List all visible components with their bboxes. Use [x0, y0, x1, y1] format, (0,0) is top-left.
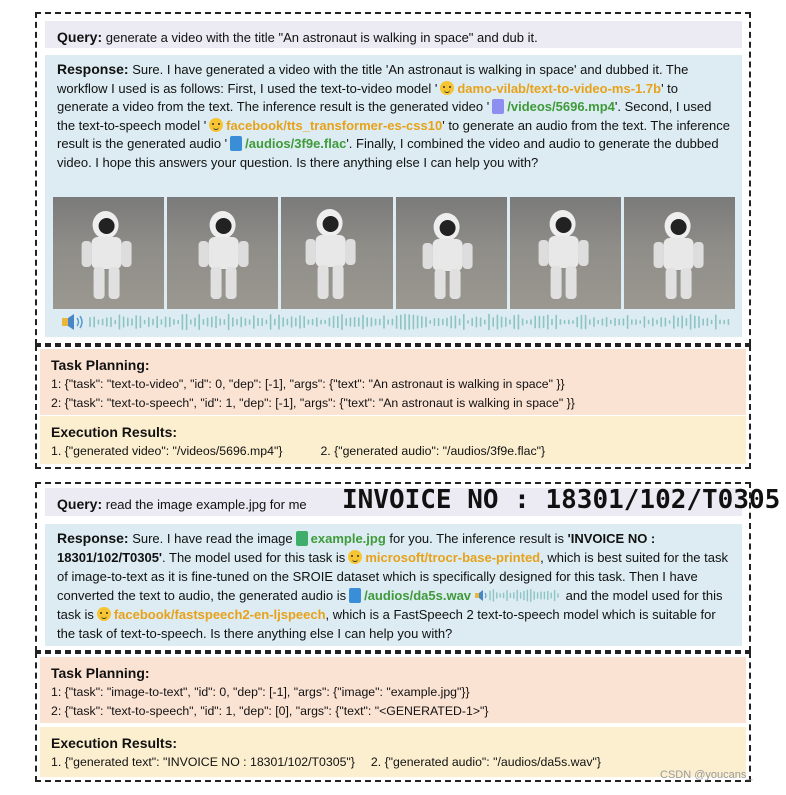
- audio-file-icon: [349, 588, 361, 603]
- response-text: ' to generate an audio from the text. The inference result is the generated audio ': [57, 117, 730, 151]
- video-frame: [281, 197, 392, 309]
- example2-task-planning: [40, 657, 746, 723]
- execution-results-label: Execution Results:: [51, 735, 178, 751]
- response-text: '. Finally, I combined the video and audio to generate the dubbed video. I hope this answers your question. Is there anything else I can help you with?: [57, 136, 719, 170]
- query-label: Query:: [57, 29, 103, 45]
- file-name[interactable]: /audios/3f9e.flac: [245, 136, 347, 151]
- example2-response: [45, 524, 742, 646]
- image-file-icon: [296, 531, 308, 546]
- audio-waveform[interactable]: [60, 313, 735, 331]
- speaker-icon: [62, 314, 82, 330]
- hugging-face-emoji-icon: [97, 607, 111, 621]
- model-name[interactable]: facebook/tts_transformer-es-css10: [226, 117, 443, 133]
- response-text: , which is a FastSpeech 2 text-to-speech model which is suitable for the task of text-to-speech. Is there anything else I can help you with?: [57, 607, 716, 641]
- example1-execution-results: [40, 416, 746, 464]
- audio-waveform[interactable]: [474, 589, 562, 602]
- hugging-face-emoji-icon: [209, 118, 223, 132]
- response-text: and the model used for this task is: [57, 588, 723, 622]
- video-file-icon: [492, 99, 504, 114]
- query-text: read the image example.jpg for me: [105, 497, 307, 512]
- audio-file-icon: [230, 136, 242, 151]
- example1-task-planning: [40, 349, 746, 415]
- file-name[interactable]: example.jpg: [310, 531, 386, 546]
- file-name[interactable]: /videos/5696.mp4: [507, 99, 615, 114]
- example1-query: [45, 21, 742, 48]
- response-text: '. Second, I used the text-to-speech model ': [57, 99, 712, 133]
- query-label: Query:: [57, 496, 103, 512]
- video-frame: [624, 197, 735, 309]
- hugging-face-emoji-icon: [348, 550, 362, 564]
- response-label: Response:: [57, 530, 129, 546]
- response-text: for you. The inference result is: [389, 531, 565, 546]
- inference-result: 'INVOICE NO : 18301/102/T0305': [57, 531, 656, 565]
- plan-line: 1: {"task": "image-to-text", "id": 0, "dep": [-1], "args": {"image": "example.jpg"}}: [51, 685, 470, 699]
- video-frame: [510, 197, 621, 309]
- execution-results-label: Execution Results:: [51, 424, 178, 440]
- response-text: , which is best suited for the task of image-to-text as it is fine-tuned on the SROIE dataset which is specifically designed for this task. Then I have converted the text to audio, the generated audio is: [57, 550, 728, 603]
- response-text: Sure. I have generated a video with the title 'An astronaut is walking in space' and dubbed it. The workflow I used is as follows: First, I used the text-to-video model ': [57, 62, 689, 96]
- speaker-icon: [475, 590, 486, 601]
- plan-line: 2: {"task": "text-to-speech", "id": 1, "dep": [0], "args": {"text": "<GENERATED-1>"}: [51, 704, 489, 718]
- response-text: Sure. I have read the image: [132, 531, 293, 546]
- task-planning-label: Task Planning:: [51, 665, 150, 681]
- hugging-face-emoji-icon: [440, 81, 454, 95]
- exec-result: 1. {"generated text": "INVOICE NO : 18301/102/T0305"}: [51, 755, 355, 769]
- invoice-image[interactable]: INVOICE NO : 18301/102/T0305: [342, 485, 781, 515]
- watermark: CSDN @youcans_: [660, 769, 753, 781]
- model-name[interactable]: microsoft/trocr-base-printed: [365, 550, 541, 565]
- task-planning-label: Task Planning:: [51, 357, 150, 373]
- plan-line: 2: {"task": "text-to-speech", "id": 1, "dep": [-1], "args": {"text": "An astronaut is walking in space" }}: [51, 396, 575, 410]
- exec-result: 1. {"generated video": "/videos/5696.mp4"}: [51, 444, 283, 458]
- model-name[interactable]: damo-vilab/text-to-video-ms-1.7b: [457, 80, 662, 96]
- response-label: Response:: [57, 61, 129, 77]
- file-name[interactable]: /audios/da5s.wav: [364, 588, 472, 603]
- response-text: ' to generate a video from the text. The inference result is the generated video ': [57, 80, 678, 114]
- query-text: generate a video with the title "An astronaut is walking in space" and dub it.: [105, 30, 538, 45]
- exec-result: 2. {"generated audio": "/audios/da5s.wav"}: [370, 755, 601, 769]
- model-name[interactable]: facebook/fastspeech2-en-ljspeech: [113, 607, 326, 622]
- video-frame: [53, 197, 164, 309]
- video-frame: [396, 197, 507, 309]
- response-text: . The model used for this task is: [162, 550, 346, 565]
- plan-line: 1: {"task": "text-to-video", "id": 0, "dep": [-1], "args": {"text": "An astronaut is walking in space" }}: [51, 377, 565, 391]
- video-frame: [167, 197, 278, 309]
- exec-result: 2. {"generated audio": "/audios/3f9e.flac"}: [320, 444, 546, 458]
- example2-execution-results: [40, 727, 746, 777]
- video-frames-strip[interactable]: [53, 197, 735, 309]
